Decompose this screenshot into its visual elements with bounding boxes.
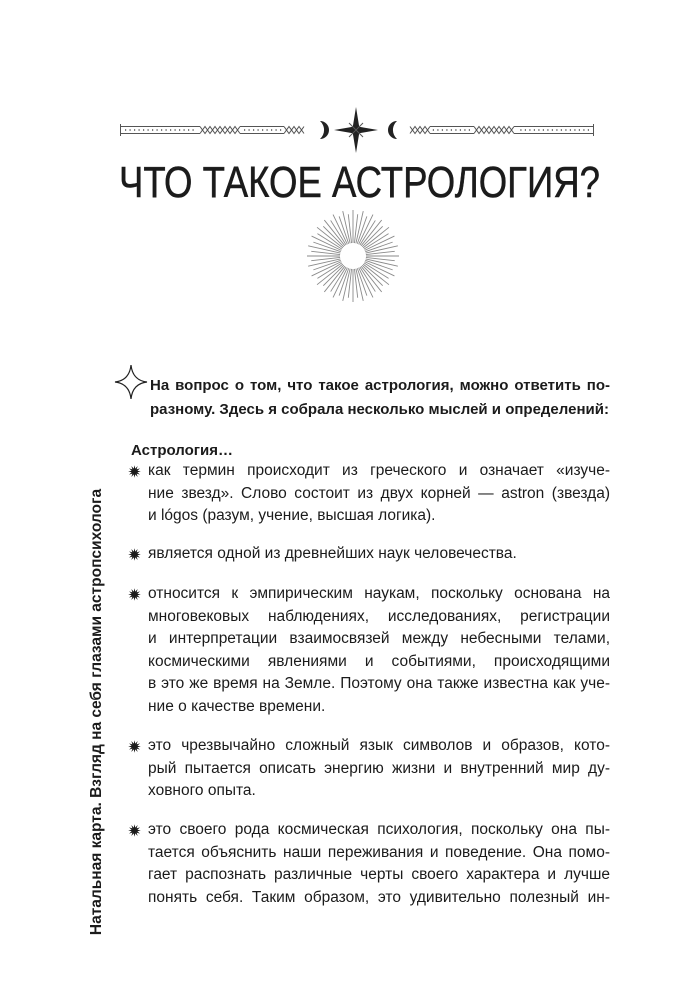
definition-line: тается объяснить наши переживания и поведение. Она помо- bbox=[148, 843, 610, 861]
definition-line: является одной из древнейших наук человечества. bbox=[148, 545, 517, 562]
definition-line: и lógos (разум, учение, высшая логика). bbox=[148, 507, 436, 524]
intro-star-icon bbox=[115, 365, 147, 399]
sun-bullet-icon bbox=[128, 548, 141, 561]
definition-line: ние о качестве времени. bbox=[148, 697, 326, 715]
right-divider-line bbox=[410, 124, 594, 136]
definition-line: космическими явлениями и событиями, происходящими bbox=[148, 652, 610, 670]
definition-item bbox=[148, 735, 610, 803]
definition-line: ние звезд». Слово состоит из двух корней — astron (звезда) bbox=[148, 484, 610, 502]
intro-line: На вопрос о том, что такое астрология, можно ответить по- bbox=[150, 377, 610, 394]
definition-item bbox=[148, 543, 610, 566]
left-divider-line bbox=[120, 124, 304, 136]
definition-line: это своего рода космическая психология, поскольку она пы- bbox=[148, 821, 610, 838]
intro-paragraph bbox=[150, 374, 610, 422]
chapter-title: ЧТО ТАКОЕ АСТРОЛОГИЯ? bbox=[119, 158, 600, 207]
definitions-heading: Астрология… bbox=[131, 442, 233, 459]
definition-line: многовековых наблюдениях, исследованиях, регистрации bbox=[148, 607, 610, 625]
right-crescent-moon-icon bbox=[388, 121, 397, 139]
definition-item bbox=[148, 460, 610, 528]
sun-bullet-icon bbox=[128, 740, 141, 753]
definition-line: как термин происходит из греческого и означает «изуче- bbox=[148, 462, 610, 479]
definition-line: гает распознать различные черты своего характера и лучше bbox=[148, 866, 610, 883]
definition-line: понять себя. Таким образом, это удивительно полезный ин- bbox=[148, 888, 610, 906]
sun-bullet-icon bbox=[128, 465, 141, 478]
sun-bullet-icon bbox=[128, 588, 141, 601]
definition-line: и интерпретации взаимосвязей между небесными телами, bbox=[148, 630, 610, 647]
left-crescent-moon-icon bbox=[320, 121, 329, 139]
definition-line: это чрезвычайно сложный язык символов и образов, кото- bbox=[148, 737, 610, 754]
four-point-star-icon bbox=[334, 107, 378, 153]
definition-line: в это же время на Земле. Поэтому она также известна как уче- bbox=[148, 675, 610, 692]
intro-line: разному. Здесь я собрала несколько мыслей и определений: bbox=[150, 401, 609, 418]
top-divider-ornament bbox=[120, 107, 594, 153]
sunburst-icon bbox=[307, 210, 399, 302]
definition-item bbox=[148, 819, 610, 909]
vertical-running-head: Натальная карта. Взгляд на себя глазами астропсихолога bbox=[88, 488, 105, 936]
definition-line: ховного опыта. bbox=[148, 782, 256, 799]
sun-bullet-icon bbox=[128, 824, 141, 837]
definition-item bbox=[148, 583, 610, 718]
definition-line: относится к эмпирическим наукам, поскольку основана на bbox=[148, 585, 610, 602]
definition-line: рый пытается описать энергию жизни и внутренний мир ду- bbox=[148, 759, 610, 777]
